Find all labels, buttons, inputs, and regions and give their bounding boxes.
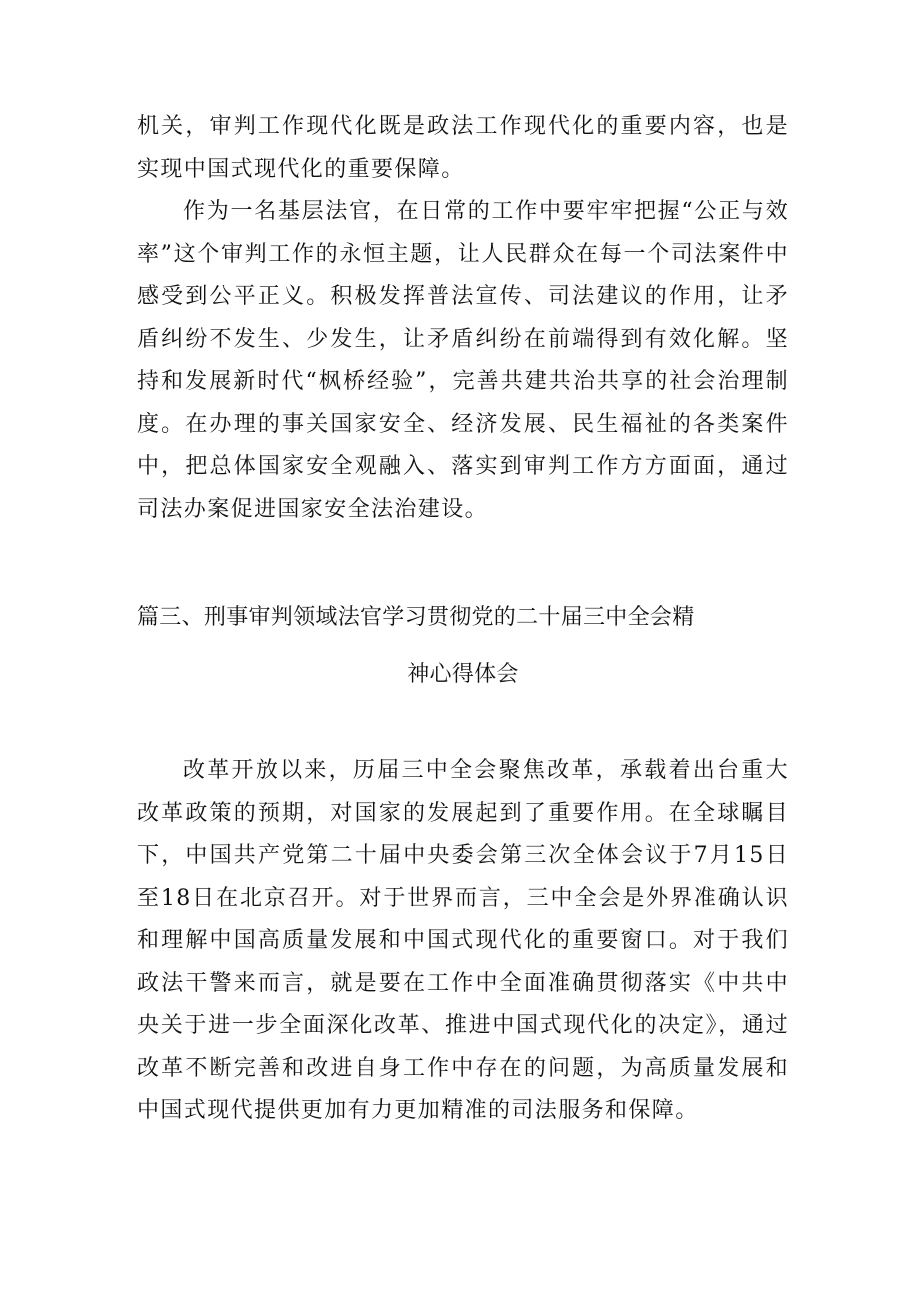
paragraph-judge-duties: 作为一名基层法官，在日常的工作中要牢牢把握“公正与效率”这个审判工作的永恒主题，让人民群众在每一个司法案件中感受到公平正义。积极发挥普法宣传、司法建议的作用，让矛盾纠纷不发生、少发生，让矛盾纠纷在前端得到有效化解。坚持和发展新时代“枫桥经验”，完善共建共治共享的社会治理制度。在办理的事关国家安全、经济发展、民生福祉的各类案件中，把总体国家安全观融入、落实到审判工作方方面面，通过司法办案促进国家安全法治建设。: [137, 199, 789, 522]
section-heading-line-1: 篇三、刑事审判领域法官学习贯彻党的二十届三中全会精: [137, 605, 695, 630]
paragraph-continuation: 机关，审判工作现代化既是政法工作现代化的重要内容，也是实现中国式现代化的重要保障。: [137, 114, 789, 182]
paragraph-reform-opening: 改革开放以来，历届三中全会聚焦改革，承载着出台重大改革政策的预期，对国家的发展起到了重要作用。在全球瞩目下，中国共产党第二十届中央委会第三次全体会议于7月15日至18日在北京召开。对于世界而言，三中全会是外界准确认识和理解中国高质量发展和中国式现代化的重要窗口。对于我们政法干警来而言，就是要在工作中全面准确贯彻落实《中共中央关于进一步全面深化改革、推进中国式现代化的决定》，通过改革不断完善和改进自身工作中存在的问题，为高质量发展和中国式现代提供更加有力更加精准的司法服务和保障。: [137, 758, 789, 1123]
section-heading-line-2: 神心得体会: [407, 662, 519, 687]
